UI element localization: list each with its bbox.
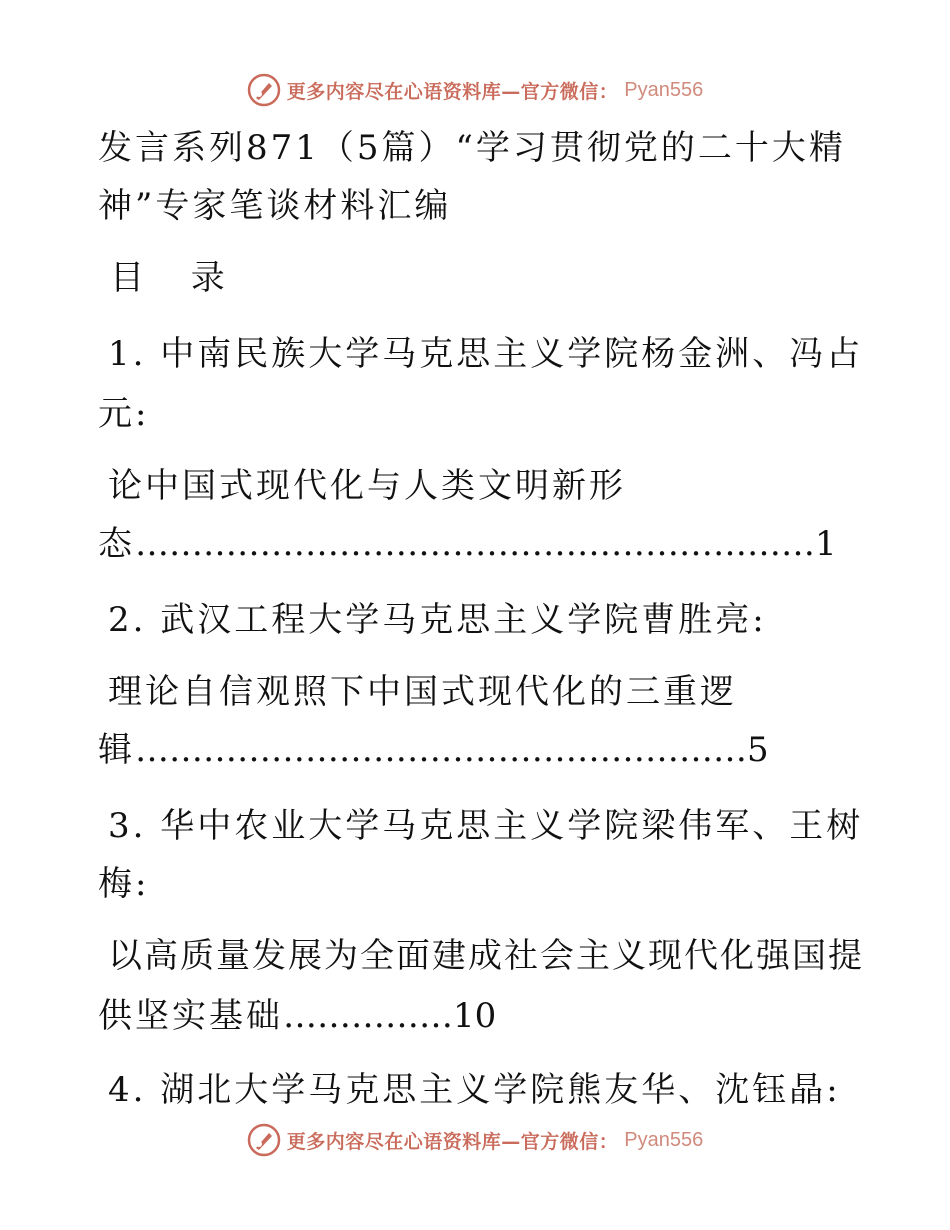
toc-entry-1-title-end: 态 [98,524,135,564]
toc-entry-2-page-number: 5 [747,730,769,770]
toc-entry-3-title-end: 供坚实基础 [98,996,283,1036]
toc-entry-3-author-line2: 梅: [98,864,150,904]
quill-logo-icon [247,1123,281,1157]
document-title-line2: 神”专家笔谈材料汇编 [98,186,452,226]
toc-entry-2-title-line2 [98,730,769,770]
header-watermark [0,70,950,110]
watermark-id: Pyan556 [624,1128,704,1151]
document-title-line1: 发言系列871（5篇）“学习贯彻党的二十大精 [98,128,846,168]
quill-logo-icon [247,73,281,107]
toc-entry-1-leader-dots: …………………………………………………… [135,524,815,564]
toc-entry-1-author-line2: 元: [98,394,150,434]
toc-entry-3-title-line1: 以高质量发展为全面建成社会主义现代化强国提 [108,936,864,976]
toc-entry-2-title-end: 辑 [98,730,135,770]
watermark-text: 更多内容尽在心语资料库—官方微信： [286,1130,619,1153]
footer-watermark [0,1120,950,1160]
toc-heading: 目 录 [110,258,243,298]
watermark-text: 更多内容尽在心语资料库—官方微信： [286,80,619,103]
toc-entry-2-author-line1: 2. 武汉工程大学马克思主义学院曹胜亮: [108,600,767,640]
toc-entry-1-title-line2 [98,524,837,564]
watermark-id: Pyan556 [624,78,704,101]
toc-entry-1-title-line1: 论中国式现代化与人类文明新形 [108,466,626,506]
toc-entry-1-page-number: 1 [815,524,837,564]
toc-entry-4-author-line1: 4. 湖北大学马克思主义学院熊友华、沈钰晶: [108,1070,841,1110]
toc-entry-2-title-line1: 理论自信观照下中国式现代化的三重逻 [108,672,737,712]
toc-entry-3-leader-dots: …………… [283,996,453,1036]
toc-entry-3-page-number: 10 [453,996,497,1036]
toc-entry-3-author-line1: 3. 华中农业大学马克思主义学院梁伟军、王树 [108,806,864,846]
toc-entry-2-leader-dots: ……………………………………………… [135,730,747,770]
toc-entry-3-title-line2 [98,996,496,1036]
toc-entry-1-author-line1: 1. 中南民族大学马克思主义学院杨金洲、冯占 [108,334,864,374]
